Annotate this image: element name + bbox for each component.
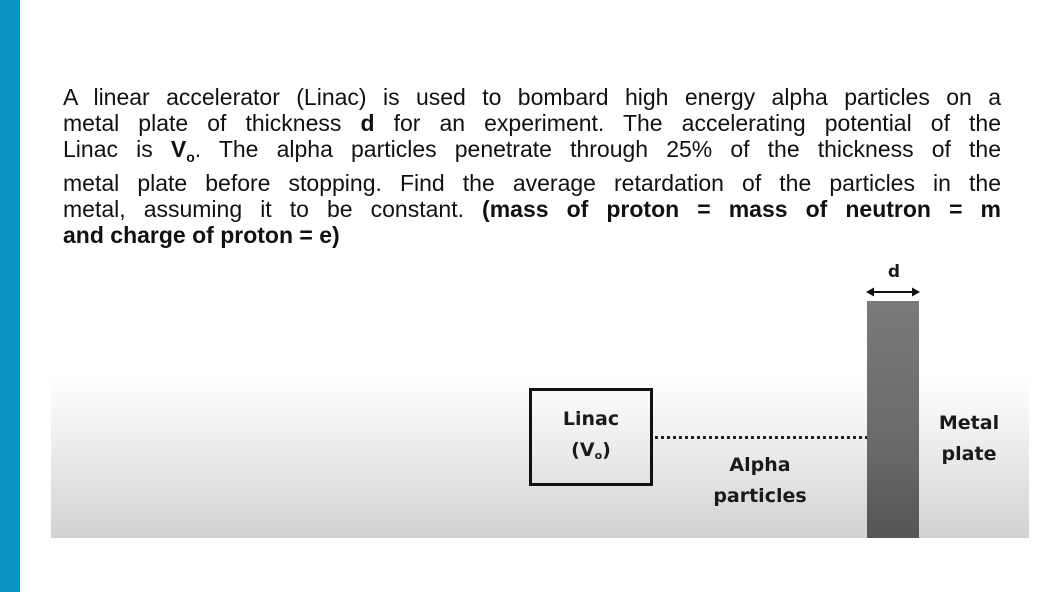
linac-voltage-suffix: ) <box>602 438 611 461</box>
problem-line-5 <box>63 196 1001 222</box>
problem-text-1: A linear accelerator (Linac) is used to bombard high energy alpha particles on a <box>63 84 1001 110</box>
alpha-label-line-2: particles <box>713 485 807 507</box>
metal-label-line-2: plate <box>941 443 997 465</box>
problem-text-3a: Linac is <box>63 136 171 162</box>
left-accent-bar <box>0 0 20 592</box>
alpha-label-line-1: Alpha <box>729 454 791 476</box>
problem-text-2b: for an experiment. The accelerating potential of the <box>374 110 1002 136</box>
linac-voltage-prefix: (V <box>571 438 595 461</box>
linac-voltage-subscript: o <box>594 448 603 462</box>
linac-voltage-label <box>571 435 611 471</box>
problem-line-2 <box>63 110 1001 136</box>
potential-subscript: o <box>186 149 195 165</box>
problem-text-2a: metal plate of thickness <box>63 110 361 136</box>
metal-plate-label <box>930 408 1008 470</box>
problem-line-1 <box>63 84 1001 110</box>
metal-label-line-1: Metal <box>938 412 1000 434</box>
thickness-arrow-icon <box>866 286 920 298</box>
alpha-particles-label <box>705 450 815 512</box>
linac-label: Linac <box>562 407 620 430</box>
problem-line-3 <box>63 136 1001 170</box>
given-data-2: and charge of proton = e) <box>63 222 340 248</box>
problem-text-5a: metal, assuming it to be constant. <box>63 196 483 222</box>
problem-text-3b: . The alpha particles penetrate through 25% of the thickness of the <box>194 136 1002 162</box>
problem-text-4: metal plate before stopping. Find the average retardation of the particles in the <box>63 170 1001 196</box>
problem-statement <box>63 84 1001 248</box>
potential-symbol: V <box>170 136 187 162</box>
linac-box <box>529 388 653 486</box>
given-data-1: (mass of proton = mass of neutron = m <box>482 196 1001 222</box>
problem-line-6 <box>63 222 1001 248</box>
metal-plate <box>867 301 919 538</box>
problem-line-4 <box>63 170 1001 196</box>
alpha-beam-dotted-line <box>655 436 868 439</box>
thickness-symbol: d <box>360 110 375 136</box>
thickness-label: d <box>887 262 901 282</box>
